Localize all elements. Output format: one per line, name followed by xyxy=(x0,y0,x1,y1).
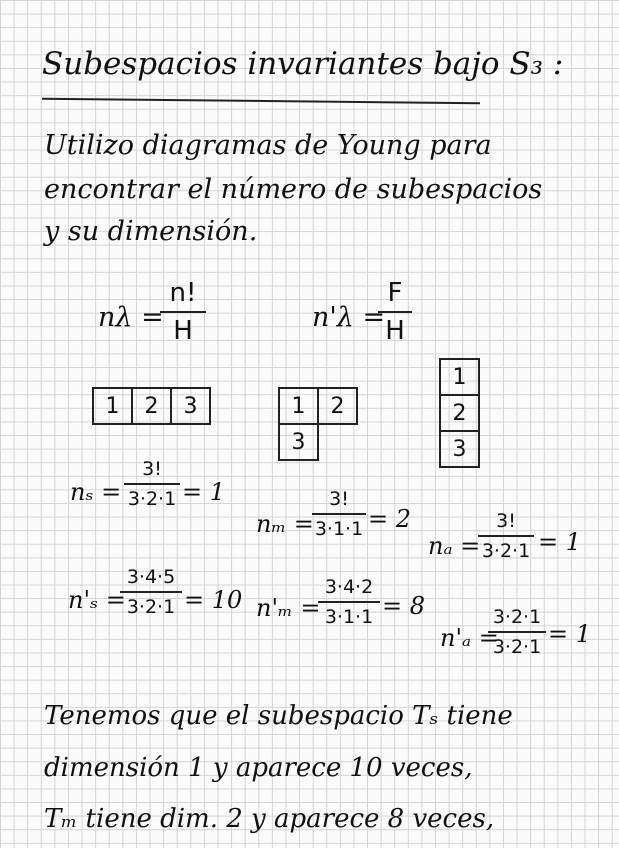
n-m-denominator: 3·1·1 xyxy=(314,518,364,540)
young-cell: 1 xyxy=(279,388,318,424)
n-prime-a-denominator: 3·2·1 xyxy=(492,636,542,658)
n-s-fraction xyxy=(124,458,180,510)
fraction-bar xyxy=(312,513,366,515)
formula-n-lambda-fraction xyxy=(160,278,206,346)
conclusion-line-1: Tenemos que el subespacio Tₛ tiene xyxy=(44,701,513,731)
fraction-bar xyxy=(378,311,412,313)
fraction-bar xyxy=(488,631,546,633)
n-prime-a-fraction xyxy=(488,606,546,658)
young-cell: 2 xyxy=(440,395,479,431)
n-prime-m-lhs: n'ₘ = xyxy=(256,594,321,622)
n-m-fraction xyxy=(312,488,366,540)
fraction-bar xyxy=(120,591,182,593)
formula-n-lambda-lhs: nλ = xyxy=(98,302,164,333)
young-cell: 3 xyxy=(279,424,318,460)
fraction-bar xyxy=(318,601,380,603)
formula-n-lambda-denominator: H xyxy=(173,316,193,346)
young-cell: 1 xyxy=(93,388,132,424)
young-empty-cell xyxy=(318,424,357,460)
fraction-bar xyxy=(124,483,180,485)
n-s-lhs: nₛ = xyxy=(70,478,122,506)
n-a-lhs: nₐ = xyxy=(428,532,481,560)
n-prime-s-lhs: n'ₛ = xyxy=(68,586,126,614)
n-prime-s-numerator: 3·4·5 xyxy=(126,566,176,588)
young-cell: 2 xyxy=(318,388,357,424)
n-s-denominator: 3·2·1 xyxy=(127,488,177,510)
n-prime-s-result: = 10 xyxy=(184,586,243,614)
n-prime-s-fraction xyxy=(120,566,182,618)
formula-n-prime-lambda-fraction xyxy=(378,278,412,346)
intro-line-3: y su dimensión. xyxy=(44,216,258,247)
n-prime-m-numerator: 3·4·2 xyxy=(324,576,374,598)
formula-n-prime-lambda-denominator: H xyxy=(385,316,405,346)
conclusion-line-3: Tₘ tiene dim. 2 y aparece 8 veces, xyxy=(44,804,495,834)
n-prime-m-fraction xyxy=(318,576,380,628)
title-underline xyxy=(42,98,480,105)
n-a-denominator: 3·2·1 xyxy=(481,540,531,562)
n-a-numerator: 3! xyxy=(496,510,516,532)
formula-n-lambda-numerator: n! xyxy=(169,278,197,308)
n-prime-a-numerator: 3·2·1 xyxy=(492,606,542,628)
young-cell: 3 xyxy=(171,388,210,424)
n-prime-m-result: = 8 xyxy=(382,592,426,620)
conclusion-line-2: dimensión 1 y aparece 10 veces, xyxy=(44,753,473,783)
n-prime-a-lhs: n'ₐ = xyxy=(440,624,499,652)
n-prime-m-denominator: 3·1·1 xyxy=(324,606,374,628)
fraction-bar xyxy=(160,311,206,313)
young-cell: 1 xyxy=(440,359,479,395)
young-diagram-row xyxy=(92,387,211,425)
young-cell: 3 xyxy=(440,431,479,467)
n-m-lhs: nₘ = xyxy=(256,510,314,538)
formula-n-prime-lambda-lhs: n'λ = xyxy=(312,302,386,333)
intro-line-1: Utilizo diagramas de Young para xyxy=(44,130,492,161)
young-diagram-mixed xyxy=(278,387,358,461)
page-title: Subespacios invariantes bajo S₃ : xyxy=(42,46,564,82)
intro-line-2: encontrar el número de subespacios xyxy=(44,174,543,205)
n-prime-s-denominator: 3·2·1 xyxy=(126,596,176,618)
n-m-result: = 2 xyxy=(368,505,412,533)
formula-n-prime-lambda-numerator: F xyxy=(387,278,403,308)
n-prime-a-result: = 1 xyxy=(548,620,592,648)
n-a-result: = 1 xyxy=(538,528,582,556)
young-cell: 2 xyxy=(132,388,171,424)
n-s-result: = 1 xyxy=(182,478,226,506)
n-a-fraction xyxy=(478,510,534,562)
n-s-numerator: 3! xyxy=(142,458,162,480)
young-diagram-column xyxy=(439,358,480,468)
fraction-bar xyxy=(478,535,534,537)
n-m-numerator: 3! xyxy=(329,488,349,510)
